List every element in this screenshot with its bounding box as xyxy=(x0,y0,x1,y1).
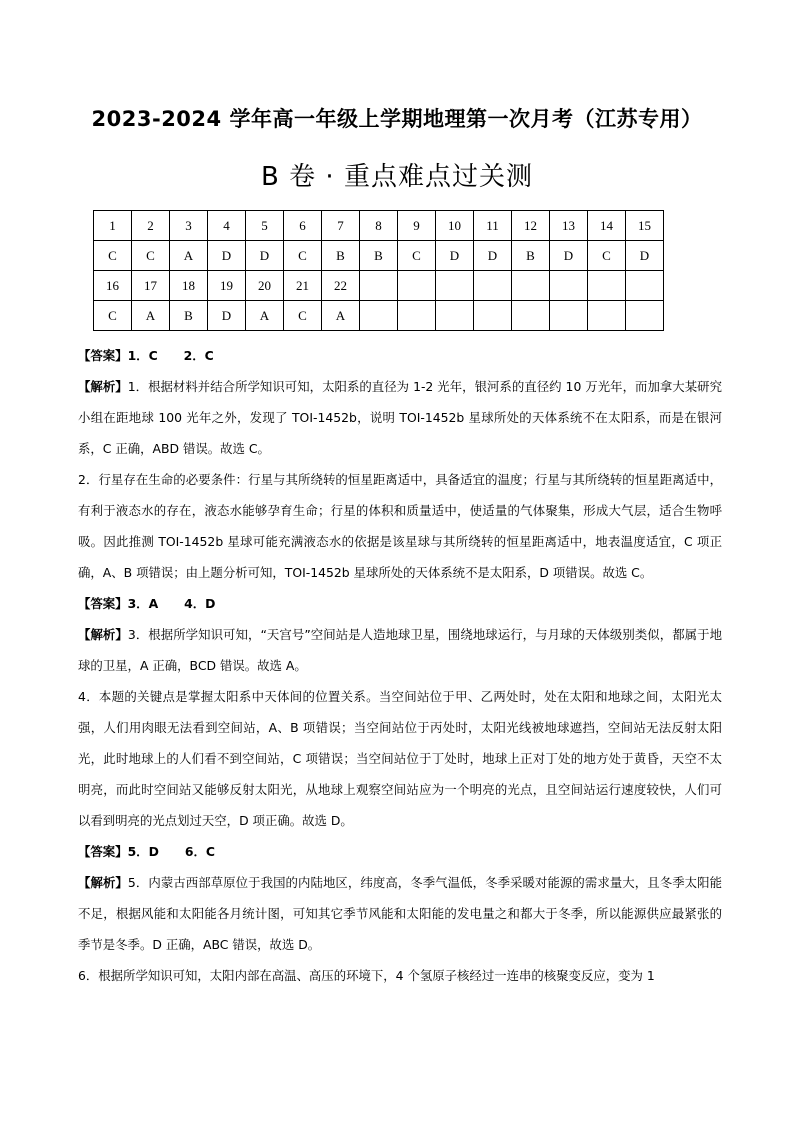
answer-label: 【答案】 xyxy=(78,348,128,363)
table-cell xyxy=(398,271,436,301)
table-cell xyxy=(474,271,512,301)
table-cell xyxy=(474,301,512,331)
analysis-label: 【解析】 xyxy=(78,875,128,890)
table-cell: 15 xyxy=(626,211,664,241)
table-cell: C xyxy=(94,301,132,331)
answer-line xyxy=(78,836,722,867)
table-cell xyxy=(550,301,588,331)
table-cell: A xyxy=(132,301,170,331)
table-row xyxy=(94,241,664,271)
table-cell xyxy=(550,271,588,301)
table-cell: 7 xyxy=(322,211,360,241)
solution-body xyxy=(78,340,722,991)
analysis-label: 【解析】 xyxy=(78,379,128,394)
table-cell: B xyxy=(512,241,550,271)
table-cell: D xyxy=(550,241,588,271)
table-cell: 13 xyxy=(550,211,588,241)
table-cell: 18 xyxy=(170,271,208,301)
table-cell: C xyxy=(398,241,436,271)
answer-label: 【答案】 xyxy=(78,844,128,859)
table-cell: D xyxy=(474,241,512,271)
answer-item: 4．D xyxy=(184,596,216,611)
answer-item: 1．C xyxy=(127,348,158,363)
table-row xyxy=(94,211,664,241)
table-row xyxy=(94,301,664,331)
table-cell: 21 xyxy=(284,271,322,301)
table-cell: D xyxy=(208,301,246,331)
table-cell: 17 xyxy=(132,271,170,301)
table-cell: 11 xyxy=(474,211,512,241)
answer-line xyxy=(78,340,722,371)
table-cell: 3 xyxy=(170,211,208,241)
document-subtitle: B 卷 · 重点难点过关测 xyxy=(261,162,533,192)
analysis-paragraph xyxy=(78,867,722,960)
table-cell: C xyxy=(94,241,132,271)
table-cell xyxy=(436,301,474,331)
table-cell: 16 xyxy=(94,271,132,301)
table-cell xyxy=(436,271,474,301)
table-cell: 19 xyxy=(208,271,246,301)
table-cell: 5 xyxy=(246,211,284,241)
table-cell: B xyxy=(170,301,208,331)
table-cell: 12 xyxy=(512,211,550,241)
table-cell: 4 xyxy=(208,211,246,241)
table-cell: 10 xyxy=(436,211,474,241)
table-cell xyxy=(626,271,664,301)
answer-item: 5．D xyxy=(127,844,159,859)
table-cell xyxy=(360,271,398,301)
table-cell: C xyxy=(284,301,322,331)
analysis-text: 1．根据材料并结合所学知识可知，太阳系的直径为 1-2 光年，银河系的直径约 10 万光年，而加拿大某研究小组在距地球 100 光年之外，发现了 TOI-1452b，说明 TOI-1452b 星球所处的天体系统不在太阳系，而是在银河系，C 正确，ABD 错误。故选 C。 xyxy=(78,379,722,456)
table-row xyxy=(94,271,664,301)
table-cell: B xyxy=(360,241,398,271)
table-cell: A xyxy=(246,301,284,331)
answer-item: 6．C xyxy=(184,844,215,859)
table-cell: D xyxy=(626,241,664,271)
document-title: 2023-2024 学年高一年级上学期地理第一次月考（江苏专用） xyxy=(91,107,703,131)
table-cell xyxy=(588,301,626,331)
analysis-paragraph xyxy=(78,619,722,681)
table-cell: 1 xyxy=(94,211,132,241)
table-cell xyxy=(512,301,550,331)
table-cell: 20 xyxy=(246,271,284,301)
table-cell xyxy=(512,271,550,301)
table-cell: C xyxy=(284,241,322,271)
table-cell xyxy=(360,301,398,331)
analysis-paragraph xyxy=(78,371,722,464)
analysis-text: 5．内蒙古西部草原位于我国的内陆地区，纬度高，冬季气温低，冬季采暖对能源的需求量大，且冬季太阳能不足，根据风能和太阳能各月统计图，可知其它季节风能和太阳能的发电量之和都大于冬季，所以能源供应最紧张的季节是冬季。D 正确，ABC 错误，故选 D。 xyxy=(78,875,723,952)
table-cell: C xyxy=(132,241,170,271)
table-cell xyxy=(626,301,664,331)
table-cell: 2 xyxy=(132,211,170,241)
table-cell: 14 xyxy=(588,211,626,241)
table-cell: 6 xyxy=(284,211,322,241)
table-cell: C xyxy=(588,241,626,271)
analysis-paragraph: 6．根据所学知识可知，太阳内部在高温、高压的环境下，4 个氢原子核经过一连串的核聚变反应，变为 1 xyxy=(78,968,655,983)
table-cell: B xyxy=(322,241,360,271)
analysis-label: 【解析】 xyxy=(78,627,128,642)
table-cell: D xyxy=(246,241,284,271)
table-cell: A xyxy=(170,241,208,271)
table-cell: A xyxy=(322,301,360,331)
table-cell: 8 xyxy=(360,211,398,241)
answer-item: 3．A xyxy=(127,596,159,611)
table-cell xyxy=(588,271,626,301)
table-cell: 22 xyxy=(322,271,360,301)
table-cell: D xyxy=(208,241,246,271)
analysis-paragraph: 2．行星存在生命的必要条件：行星与其所绕转的恒星距离适中，具备适宜的温度；行星与其所绕转的恒星距离适中，有利于液态水的存在，液态水能够孕育生命；行星的体积和质量适中，使适量的气体聚集，形成大气层，适合生物呼吸。因此推测 TOI-1452b 星球可能充满液态水的依据是该星球与其所绕转的恒星距离适中，地表温度适宜，C 项正确，A、B 项错误；由上题分析可知，TOI-1452b 星球所处的天体系统不是太阳系，D 项错误。故选 C。 xyxy=(78,472,722,580)
analysis-paragraph: 4．本题的关键点是掌握太阳系中天体间的位置关系。当空间站位于甲、乙两处时，处在太阳和地球之间，太阳光太强，人们用肉眼无法看到空间站，A、B 项错误；当空间站位于丙处时，太阳光线被地球遮挡，空间站无法反射太阳光，此时地球上的人们看不到空间站，C 项错误；当空间站位于丁处时，地球上正对丁处的地方处于黄昏，天空不太明亮，而此时空间站又能够反射太阳光，从地球上观察空间站应为一个明亮的光点，且空间站运行速度较快，人们可以看到明亮的光点划过天空，D 项正确。故选 D。 xyxy=(78,689,722,828)
answer-line xyxy=(78,588,722,619)
table-cell xyxy=(398,301,436,331)
table-cell: D xyxy=(436,241,474,271)
answer-label: 【答案】 xyxy=(78,596,128,611)
table-cell: 9 xyxy=(398,211,436,241)
answer-item: 2．C xyxy=(183,348,214,363)
analysis-text: 3．根据所学知识可知，“天宫号”空间站是人造地球卫星，围绕地球运行，与月球的天体级别类似，都属于地球的卫星，A 正确，BCD 错误。故选 A。 xyxy=(78,627,722,673)
answer-table xyxy=(93,210,664,331)
